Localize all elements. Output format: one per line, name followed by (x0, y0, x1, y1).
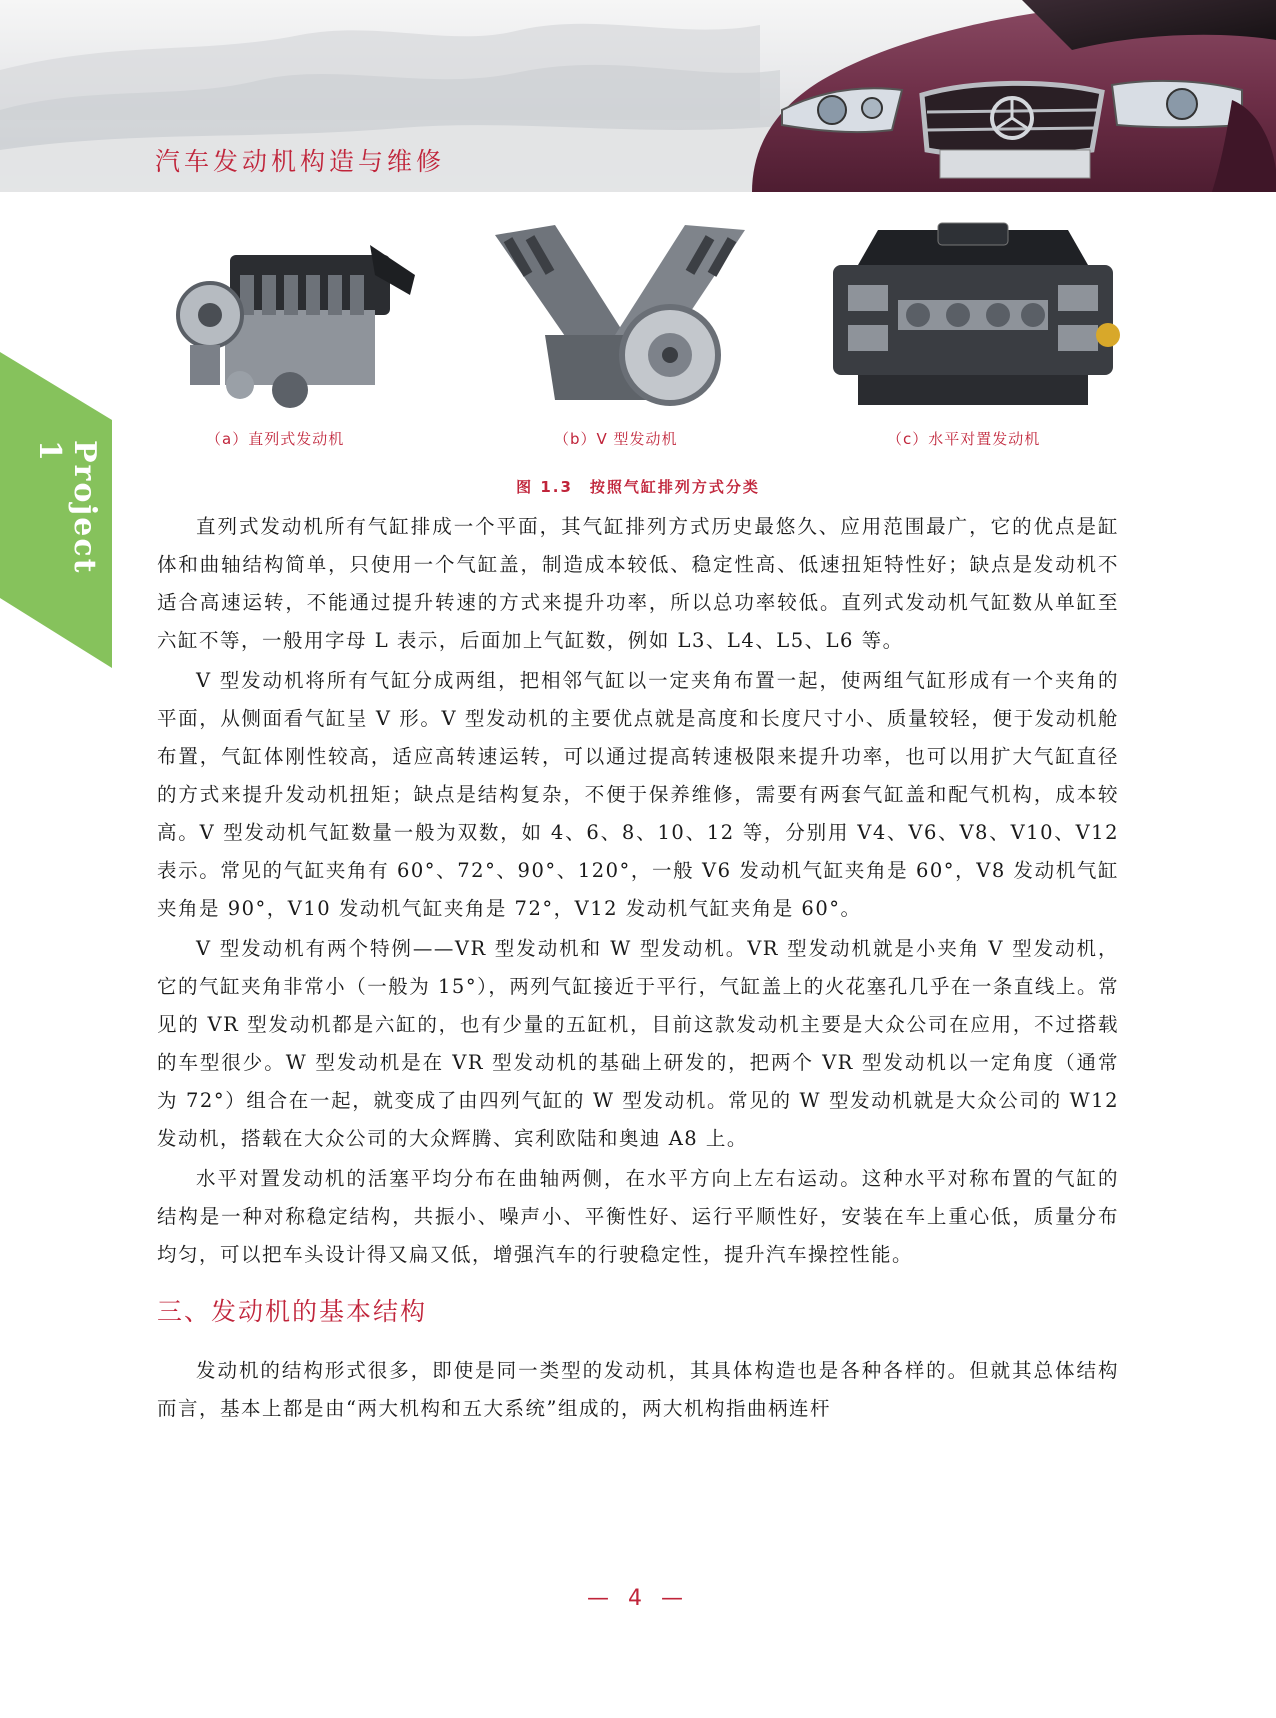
book-title: 汽车发动机构造与维修 (155, 147, 446, 176)
header-banner (0, 0, 1276, 192)
figure-v-engine (485, 215, 755, 415)
figure-inline-engine (170, 215, 420, 415)
paragraph-boxer-engine: 水平对置发动机的活塞平均分布在曲轴两侧，在水平方向上左右运动。这种水平对称布置的气缸的结构是一种对称稳定结构，共振小、噪声小、平衡性好、运行平顺性好，安装在车上重心低，质量分布均匀，可以把车头设计得又扁又低，增强汽车的行驶稳定性，提升汽车操控性能。 (157, 1167, 1119, 1266)
main-content (157, 508, 1119, 1430)
caption-inline-engine: （a）直列式发动机 (206, 430, 345, 448)
caption-boxer-engine: （c）水平对置发动机 (887, 430, 1041, 448)
figure-title: 图 1.3 按照气缸排列方式分类 (516, 478, 760, 496)
project-label: Project 1 (32, 440, 102, 575)
section-heading: 三、发动机的基本结构 (157, 1297, 428, 1326)
inline-engine-image (170, 215, 420, 415)
boxer-engine-image (818, 215, 1128, 415)
paragraph-basic-structure: 发动机的结构形式很多，即使是同一类型的发动机，其具体构造也是各种各样的。但就其总体结构而言，基本上都是由“两大机构和五大系统”组成的，两大机构指曲柄连杆 (157, 1359, 1119, 1420)
paragraph-inline-engine: 直列式发动机所有气缸排成一个平面，其气缸排列方式历史最悠久、应用范围最广，它的优点是缸体和曲轴结构简单，只使用一个气缸盖，制造成本较低、稳定性高、低速扭矩特性好；缺点是发动机不适合高速运转，不能通过提升转速的方式来提升功率，所以总功率较低。直列式发动机气缸数从单缸至六缸不等，一般用字母 L 表示，后面加上气缸数，例如 L3、L4、L5、L6 等。 (157, 515, 1119, 652)
v-engine-image (485, 215, 755, 415)
paragraph-v-engine: V 型发动机将所有气缸分成两组，把相邻气缸以一定夹角布置一起，使两组气缸形成有一个夹角的平面，从侧面看气缸呈 V 形。V 型发动机的主要优点就是高度和长度尺寸小、质量较轻，便于发动机舱布置，气缸体刚性较高，适应高转速运转，可以通过提高转速极限来提升功率，也可以用扩大气缸直径的方式来提升发动机扭矩；缺点是结构复杂，不便于保养维修，需要有两套气缸盖和配气机构，成本较高。V 型发动机气缸数量一般为双数，如 4、6、8、10、12 等，分别用 V4、V6、V8、V10、V12 表示。常见的气缸夹角有 60°、72°、90°、120°，一般 V6 发动机气缸夹角是 60°，V8 发动机气缸夹角是 90°，V10 发动机气缸夹角是 72°，V12 发动机气缸夹角是 60°。 (157, 669, 1119, 920)
caption-v-engine: （b）V 型发动机 (554, 430, 678, 448)
car-photo (712, 0, 1276, 192)
figure-boxer-engine (818, 215, 1128, 415)
paragraph-vr-w-engine: V 型发动机有两个特例——VR 型发动机和 W 型发动机。VR 型发动机就是小夹角 V 型发动机，它的气缸夹角非常小（一般为 15°），两列气缸接近于平行，气缸盖上的火花塞孔几乎在一条直线上。常见的 VR 型发动机都是六缸的，也有少量的五缸机，目前这款发动机主要是大众公司在应用，不过搭载的车型很少。W 型发动机是在 VR 型发动机的基础上研发的，把两个 VR 型发动机以一定角度（通常为 72°）组合在一起，就变成了由四列气缸的 W 型发动机。常见的 W 型发动机就是大众公司的 W12 发动机，搭载在大众公司的大众辉腾、宾利欧陆和奥迪 A8 上。 (157, 937, 1119, 1150)
page-number: — 4 — (587, 1586, 689, 1611)
